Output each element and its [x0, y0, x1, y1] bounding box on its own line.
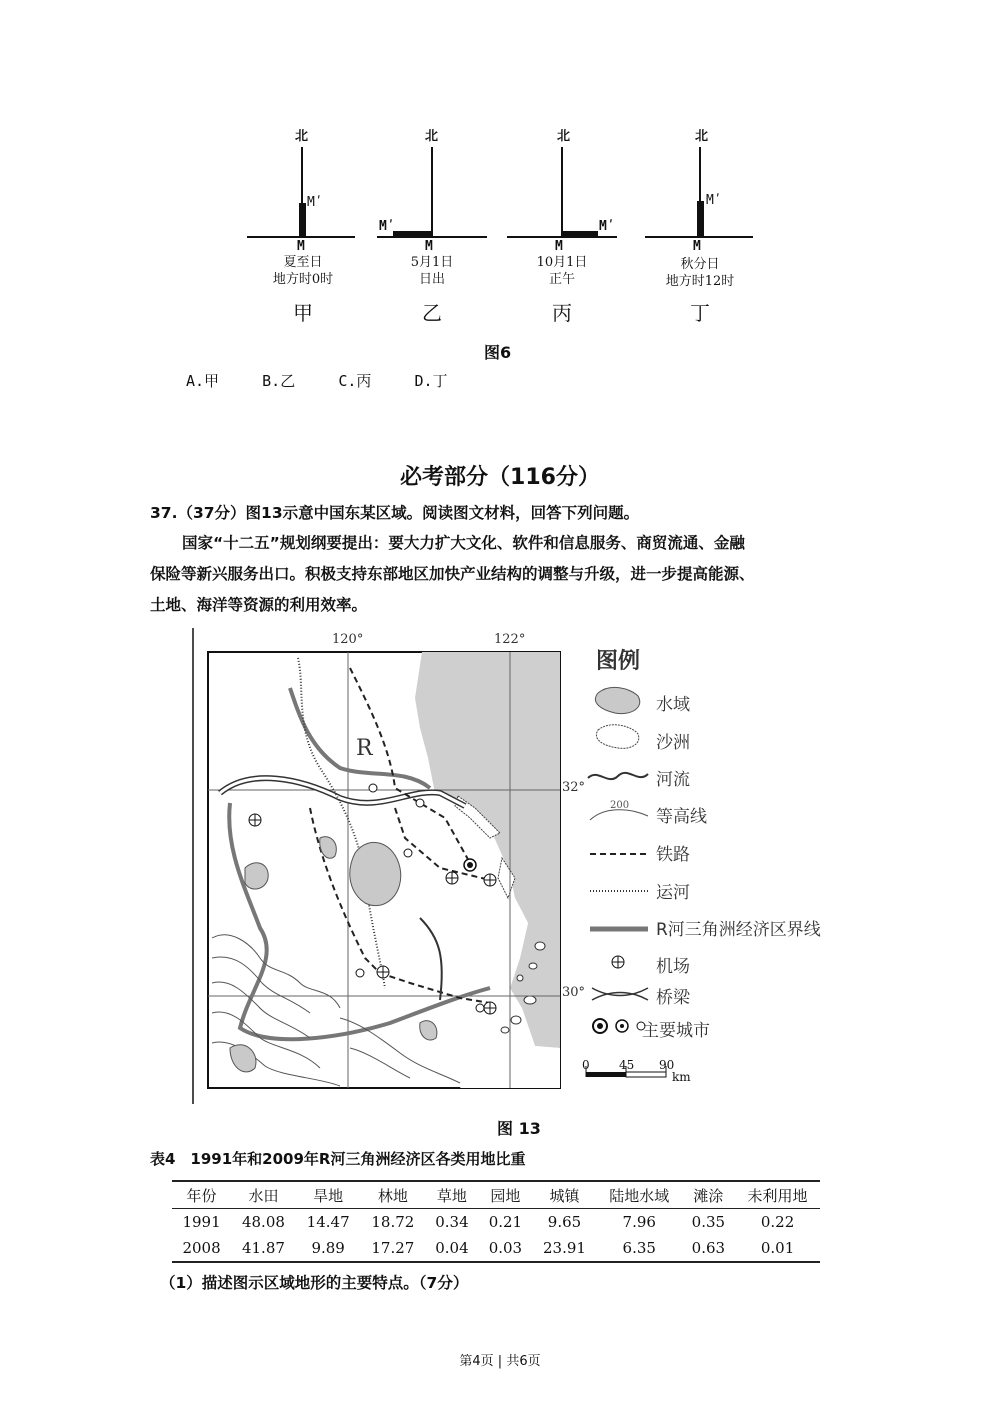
legend-river: 河流 — [656, 770, 690, 790]
col-header: 水田 — [248, 1186, 279, 1205]
question-37-paragraph-line2: 保险等新兴服务出口。积极支持东部地区加快产业结构的调整与升级，进一步提高能源、 — [150, 565, 755, 583]
diagram-caption-2: 正午 — [548, 272, 575, 287]
col-header: 滩涂 — [693, 1186, 724, 1205]
table-cell: 0.04 — [435, 1239, 469, 1257]
scale-label-0: 0 — [582, 1058, 590, 1072]
legend-canal: 运河 — [656, 883, 690, 903]
m-prime-label: Mʹ — [599, 219, 615, 234]
legend-railway: 铁路 — [656, 845, 690, 865]
table-header-row — [172, 1181, 820, 1209]
m-label: M — [555, 239, 563, 254]
river-r-label: R — [356, 736, 373, 761]
table-cell: 0.35 — [691, 1213, 726, 1231]
m-prime-label: Mʹ — [706, 193, 722, 208]
table-4 — [172, 1180, 820, 1263]
north-label: 北 — [295, 129, 309, 144]
table-cell: 18.72 — [371, 1213, 415, 1231]
table-cell: 17.27 — [371, 1239, 415, 1257]
col-header: 城镇 — [549, 1186, 580, 1205]
latitude-label-30: 30° — [562, 985, 586, 1000]
diagram-caption-1: 秋分日 — [680, 257, 720, 272]
option-c[interactable]: C.丙 — [338, 372, 372, 390]
table-cell: 1991 — [182, 1213, 221, 1231]
north-label: 北 — [425, 129, 439, 144]
legend-bridge: 桥梁 — [656, 988, 690, 1008]
table-cell: 2008 — [182, 1239, 221, 1257]
m-label: M — [297, 239, 305, 254]
page-footer: 第4页 | 共6页 — [459, 1354, 541, 1369]
diagram-name: 乙 — [422, 301, 442, 325]
table-cell: 48.08 — [241, 1213, 285, 1231]
legend-city: 主要城市 — [642, 1021, 710, 1041]
diagram-caption-1: 10月1日 — [536, 255, 588, 270]
diagram-name: 丙 — [552, 301, 572, 325]
table-cell: 9.65 — [547, 1213, 582, 1231]
contour-value-label: 200 — [610, 800, 630, 811]
section-title: 必考部分（116分） — [400, 465, 600, 490]
diagram-name: 甲 — [293, 301, 313, 325]
table-row — [172, 1235, 820, 1262]
legend-water: 水域 — [656, 695, 690, 715]
legend-boundary: R河三角洲经济区界线 — [656, 920, 821, 940]
answer-options — [186, 370, 486, 391]
col-header: 旱地 — [313, 1186, 344, 1205]
question-37-paragraph-line1: 国家“十二五”规划纲要提出：要大力扩大文化、软件和信息服务、商贸流通、金融 — [182, 534, 745, 552]
legend-contour: 等高线 — [656, 807, 707, 827]
table-cell: 0.22 — [760, 1213, 795, 1231]
land-use-table — [172, 1180, 820, 1263]
legend — [642, 0, 856, 1100]
sun-shadow-diagram-bing — [505, 125, 625, 325]
m-prime-label: Mʹ — [307, 195, 323, 210]
diagram-caption-2: 地方时0时 — [272, 272, 334, 287]
table-4-caption: 表4 1991年和2009年R河三角洲经济区各类用地比重 — [150, 1150, 526, 1168]
col-header: 园地 — [490, 1186, 521, 1205]
option-b[interactable]: B.乙 — [262, 372, 296, 390]
legend-airport: 机场 — [656, 957, 690, 977]
north-label: 北 — [695, 129, 709, 144]
option-a[interactable]: A.甲 — [186, 372, 220, 390]
table-cell: 41.87 — [241, 1239, 285, 1257]
table-cell: 9.89 — [311, 1239, 345, 1257]
table-row — [172, 1209, 820, 1236]
col-header: 林地 — [377, 1186, 408, 1205]
diagram-caption-2: 日出 — [418, 272, 445, 287]
m-label: M — [425, 239, 433, 254]
shadow-graphic — [245, 125, 365, 325]
table-cell: 0.01 — [760, 1239, 795, 1257]
scale-label-90: 90 — [659, 1058, 675, 1072]
question-37-heading: 37.（37分）图13示意中国东某区域。阅读图文材料，回答下列问题。 — [150, 504, 640, 522]
scale-label-45: 45 — [619, 1058, 635, 1072]
col-header: 陆地水域 — [609, 1186, 670, 1205]
table-cell: 0.63 — [691, 1239, 726, 1257]
table-cell: 6.35 — [622, 1239, 656, 1257]
sun-shadow-diagram-jia — [245, 125, 365, 325]
table-cell: 0.34 — [435, 1213, 469, 1231]
table-cell: 23.91 — [543, 1239, 586, 1257]
table-cell: 7.96 — [622, 1213, 656, 1231]
col-header: 年份 — [186, 1186, 217, 1205]
legend-sandbar: 沙洲 — [656, 733, 690, 753]
diagram-caption-1: 夏至日 — [283, 255, 323, 270]
table-cell: 0.21 — [488, 1213, 523, 1231]
table-cell: 14.47 — [306, 1213, 350, 1231]
question-37-paragraph-line3: 土地、海洋等资源的利用效率。 — [150, 596, 368, 614]
latitude-label-32: 32° — [562, 780, 586, 795]
north-label: 北 — [557, 129, 571, 144]
table-cell: 0.03 — [488, 1239, 523, 1257]
figure-6-title: 图6 — [484, 343, 512, 362]
longitude-label-122: 122° — [494, 632, 526, 647]
sun-shadow-diagram-yi — [375, 125, 495, 325]
scale-unit: km — [672, 1070, 691, 1084]
longitude-label-120: 120° — [332, 632, 364, 647]
legend-title: 图例 — [596, 649, 641, 674]
diagram-caption-1: 5月1日 — [410, 255, 454, 270]
m-prime-label: Mʹ — [379, 219, 395, 234]
m-label: M — [693, 239, 701, 254]
diagram-name: 丁 — [690, 301, 710, 325]
col-header: 未利用地 — [747, 1186, 808, 1205]
col-header: 草地 — [436, 1186, 467, 1205]
sub-question-1: （1）描述图示区域地形的主要特点。（7分） — [160, 1274, 469, 1292]
diagram-caption-2: 地方时12时 — [665, 274, 735, 289]
option-d[interactable]: D.丁 — [414, 372, 448, 390]
figure-13-title: 图 13 — [497, 1119, 541, 1138]
